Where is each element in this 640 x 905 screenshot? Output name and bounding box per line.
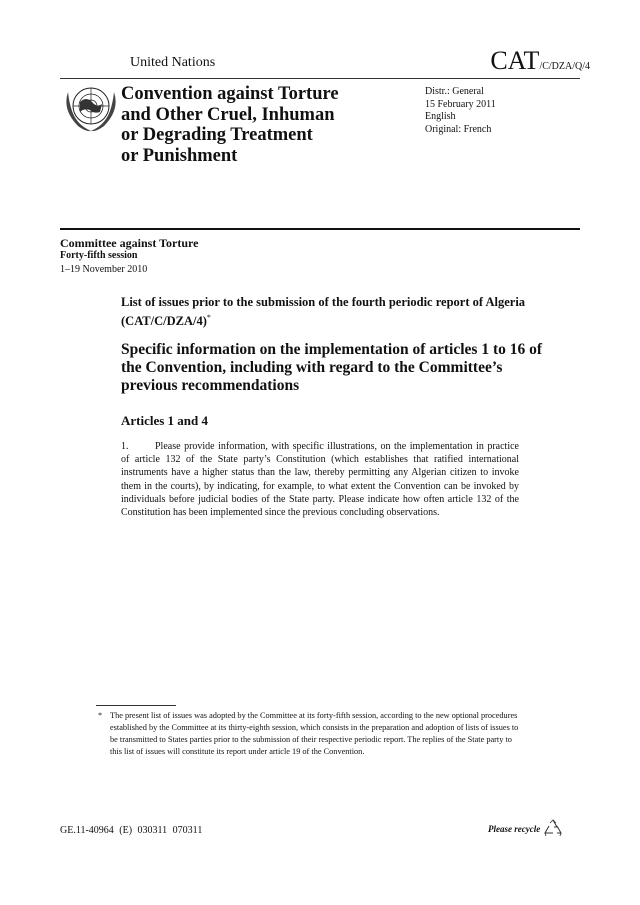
organization-name: United Nations [130, 55, 216, 70]
paragraph-text: Please provide information, with specific illustrations, on the implementation in practice of article 132 of the State party’s Constitution (which establishes that ratified international instruments have a higher status than the law, thereby permitting any Algerian citizen to invoke them in the courts), by indicating, for example, to what extent the Convention can be invoked by individuals before judicial bodies of the State party. Please indicate how often article 132 of the Constitution has been implemented since the previous concluding observations. [121, 441, 519, 519]
distribution-info [425, 86, 496, 136]
title-line: Convention against Torture [121, 84, 339, 104]
title-line: or Punishment [121, 145, 238, 166]
committee-name: Committee against Torture [60, 236, 199, 250]
heading-list-of-issues [121, 295, 541, 329]
paragraph-number: 1. [121, 441, 129, 452]
recycle-text: Please recycle [488, 824, 541, 834]
paragraph-1 [121, 440, 519, 519]
recycle-icon [542, 818, 564, 840]
footnote [98, 710, 520, 758]
symbol-main: CAT [490, 46, 540, 75]
symbol-suffix: /C/DZA/Q/4 [539, 61, 590, 72]
document-title [121, 84, 339, 166]
date: 15 February 2011 [425, 98, 496, 110]
recycle-notice [488, 818, 564, 840]
footnote-rule [96, 705, 176, 706]
session-dates: 1–19 November 2010 [60, 264, 148, 275]
document-symbol [490, 46, 590, 76]
heading-specific-information: Specific information on the implementation of articles 1 to 16 of the Convention, including with regard to the Committee’s previous recommendations [121, 341, 543, 394]
heading-text: List of issues prior to the submission of the fourth periodic report of Algeria (CAT/C/DZA/4) [121, 295, 526, 329]
title-line: or Degrading Treatment [121, 125, 313, 145]
session: Forty-fifth session [60, 250, 138, 261]
footnote-text: The present list of issues was adopted by the Committee at its forty-fifth session, according to the new optional procedures established by the Committee at its thirty-eighth session, which consists in the preparation and adoption of lists of issues to be transmitted to States parties prior to the submission of their respective periodic report. The replies of the State party to this list of issues will constitute its report under article 19 of the Convention. [110, 711, 519, 756]
section-rule [60, 228, 580, 230]
title-line: and Other Cruel, Inhuman [121, 104, 335, 125]
un-emblem-icon [62, 82, 120, 134]
job-number: GE.11-40964 (E) 030311 070311 [60, 825, 203, 836]
language: English [425, 111, 456, 122]
distribution: Distr.: General [425, 86, 484, 97]
footnote-mark: * [206, 313, 211, 322]
footnote-mark: * [98, 711, 103, 720]
heading-articles: Articles 1 and 4 [121, 413, 209, 428]
original-language: Original: French [425, 123, 492, 135]
header-rule [60, 78, 580, 79]
